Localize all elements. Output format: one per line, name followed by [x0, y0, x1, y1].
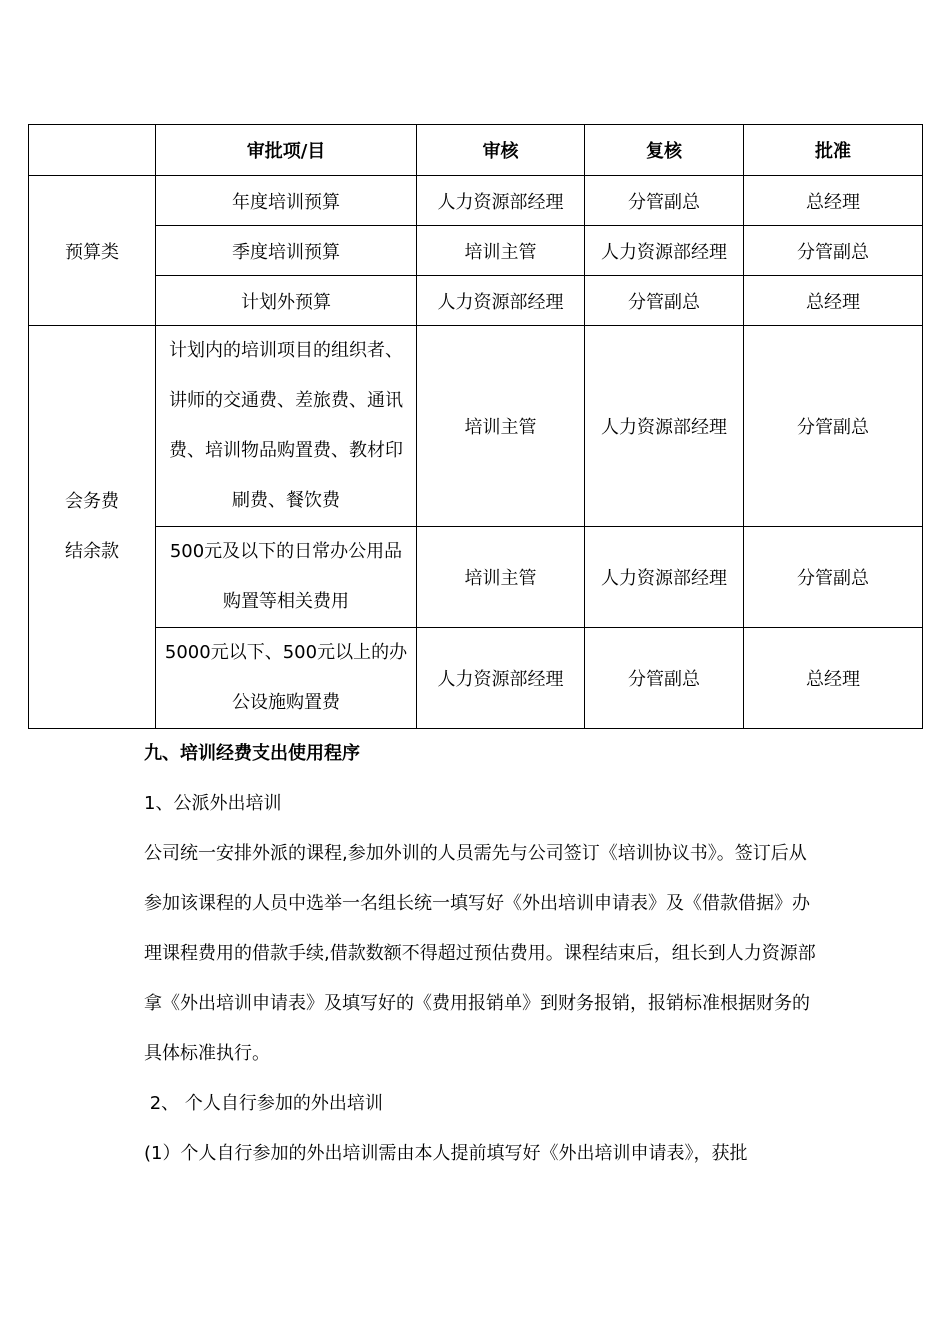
cell-item: 年度培训预算 — [156, 176, 417, 226]
table-row — [29, 176, 923, 226]
header-blank — [29, 125, 156, 176]
table-row — [29, 527, 923, 628]
cell-item: 计划外预算 — [156, 276, 417, 326]
cell-review: 人力资源部经理 — [417, 628, 585, 729]
cell-recheck: 分管副总 — [585, 176, 744, 226]
cell-review: 培训主管 — [417, 527, 585, 628]
header-approve: 批准 — [744, 125, 923, 176]
cell-review: 人力资源部经理 — [417, 176, 585, 226]
cell-item: 500元及以下的日常办公用品购置等相关费用 — [156, 527, 417, 628]
cell-recheck: 人力资源部经理 — [585, 326, 744, 527]
cell-recheck: 人力资源部经理 — [585, 527, 744, 628]
table-row — [29, 276, 923, 326]
cell-item: 计划内的培训项目的组织者、讲师的交通费、差旅费、通讯费、培训物品购置费、教材印刷费、餐饮费 — [156, 326, 417, 527]
approval-table — [28, 124, 923, 729]
cell-approve: 总经理 — [744, 628, 923, 729]
header-item: 审批项/目 — [156, 125, 417, 176]
subsection-2-heading: 2、 个人自行参加的外出培训 — [144, 1093, 383, 1114]
cell-approve: 分管副总 — [744, 326, 923, 527]
cell-review: 人力资源部经理 — [417, 276, 585, 326]
header-review: 审核 — [417, 125, 585, 176]
paragraph-1: 公司统一安排外派的课程,参加外训的人员需先与公司签订《培训协议书》。签订后从参加该课程的人员中选举一名组长统一填写好《外出培训申请表》及《借款借据》办理课程费用的借款手续,借款数额不得超过预估费用。课程结束后，组长到人力资源部拿《外出培训申请表》及填写好的《费用报销单》到财务报销，报销标准根据财务的具体标准执行。 — [144, 843, 816, 1064]
category-budget: 预算类 — [29, 176, 156, 326]
table-header-row — [29, 125, 923, 176]
table-row — [29, 326, 923, 527]
section-title: 九、培训经费支出使用程序 — [144, 743, 360, 764]
cell-recheck: 人力资源部经理 — [585, 226, 744, 276]
cell-recheck: 分管副总 — [585, 276, 744, 326]
category-meeting-surplus — [29, 326, 156, 729]
cell-review: 培训主管 — [417, 326, 585, 527]
cell-review: 培训主管 — [417, 226, 585, 276]
table-row — [29, 226, 923, 276]
cell-item: 季度培训预算 — [156, 226, 417, 276]
body-text — [144, 729, 824, 1179]
cell-approve: 总经理 — [744, 276, 923, 326]
paragraph-2: (1）个人自行参加的外出培训需由本人提前填写好《外出培训申请表》，获批 — [144, 1143, 748, 1164]
category-line-2: 结余款 — [65, 541, 119, 562]
cell-approve: 总经理 — [744, 176, 923, 226]
category-line-1: 会务费 — [65, 491, 119, 512]
header-recheck: 复核 — [585, 125, 744, 176]
table-row — [29, 628, 923, 729]
cell-approve: 分管副总 — [744, 226, 923, 276]
subsection-1-heading: 1、公派外出培训 — [144, 793, 282, 814]
cell-recheck: 分管副总 — [585, 628, 744, 729]
cell-item: 5000元以下、500元以上的办公设施购置费 — [156, 628, 417, 729]
cell-approve: 分管副总 — [744, 527, 923, 628]
